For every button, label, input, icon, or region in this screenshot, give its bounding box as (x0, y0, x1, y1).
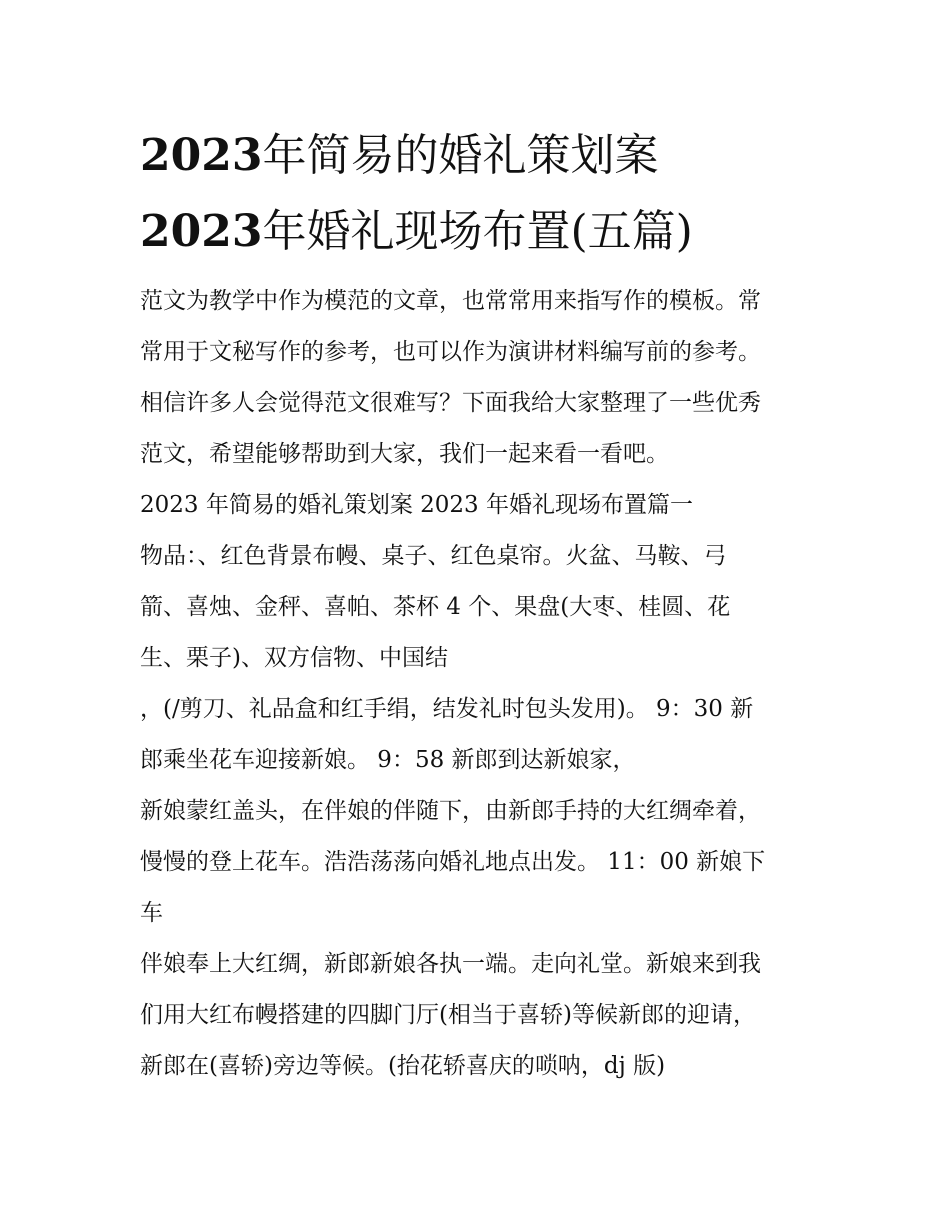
title-year: 2023 (140, 130, 263, 181)
body-line: 物品：、红色背景布幔、桌子、红色桌帘。火盆、马鞍、弓 (140, 543, 727, 569)
document-title-line-2 (140, 194, 830, 270)
body-line: ，(/剪刀、礼品盒和红手绢，结发礼时包头发用)。 9：30 新 (140, 696, 754, 722)
body-line: 生、栗子)、双方信物、中国结 (140, 645, 448, 671)
title-text: 年婚礼现场布置(五篇) (262, 206, 693, 257)
body-line: 郎乘坐花车迎接新娘。 9：58 新郎到达新娘家， (140, 747, 636, 773)
title-year: 2023 (140, 206, 263, 257)
body-line: 新娘蒙红盖头，在伴娘的伴随下，由新郎手持的大红绸牵着， (140, 798, 761, 824)
document-body (140, 276, 830, 1092)
document-title-line-1 (140, 118, 830, 194)
body-line: 常用于文秘写作的参考，也可以作为演讲材料编写前的参考。 (140, 339, 761, 365)
body-line: 新郎在(喜轿)旁边等候。(抬花轿喜庆的唢呐，dj 版) (140, 1053, 666, 1079)
body-line: 车 (140, 900, 163, 926)
body-line: 慢慢的登上花车。浩浩荡荡向婚礼地点出发。 11：00 新娘下 (140, 849, 766, 875)
body-line: 范文为教学中作为模范的文章，也常常用来指写作的模板。常 (140, 288, 761, 314)
body-line: 相信许多人会觉得范文很难写？下面我给大家整理了一些优秀 (140, 390, 761, 416)
body-line: 们用大红布幔搭建的四脚门厅(相当于喜轿)等候新郎的迎请， (140, 1002, 756, 1028)
section-heading: 2023 年简易的婚礼策划案 2023 年婚礼现场布置篇一 (140, 492, 693, 518)
title-text: 年简易的婚礼策划案 (262, 130, 659, 181)
document-page (140, 118, 830, 1092)
body-line: 范文，希望能够帮助到大家，我们一起来看一看吧。 (140, 441, 669, 467)
body-line: 伴娘奉上大红绸，新郎新娘各执一端。走向礼堂。新娘来到我 (140, 951, 761, 977)
body-line: 箭、喜烛、金秤、喜帕、茶杯 4 个、果盘(大枣、桂圆、花 (140, 594, 731, 620)
